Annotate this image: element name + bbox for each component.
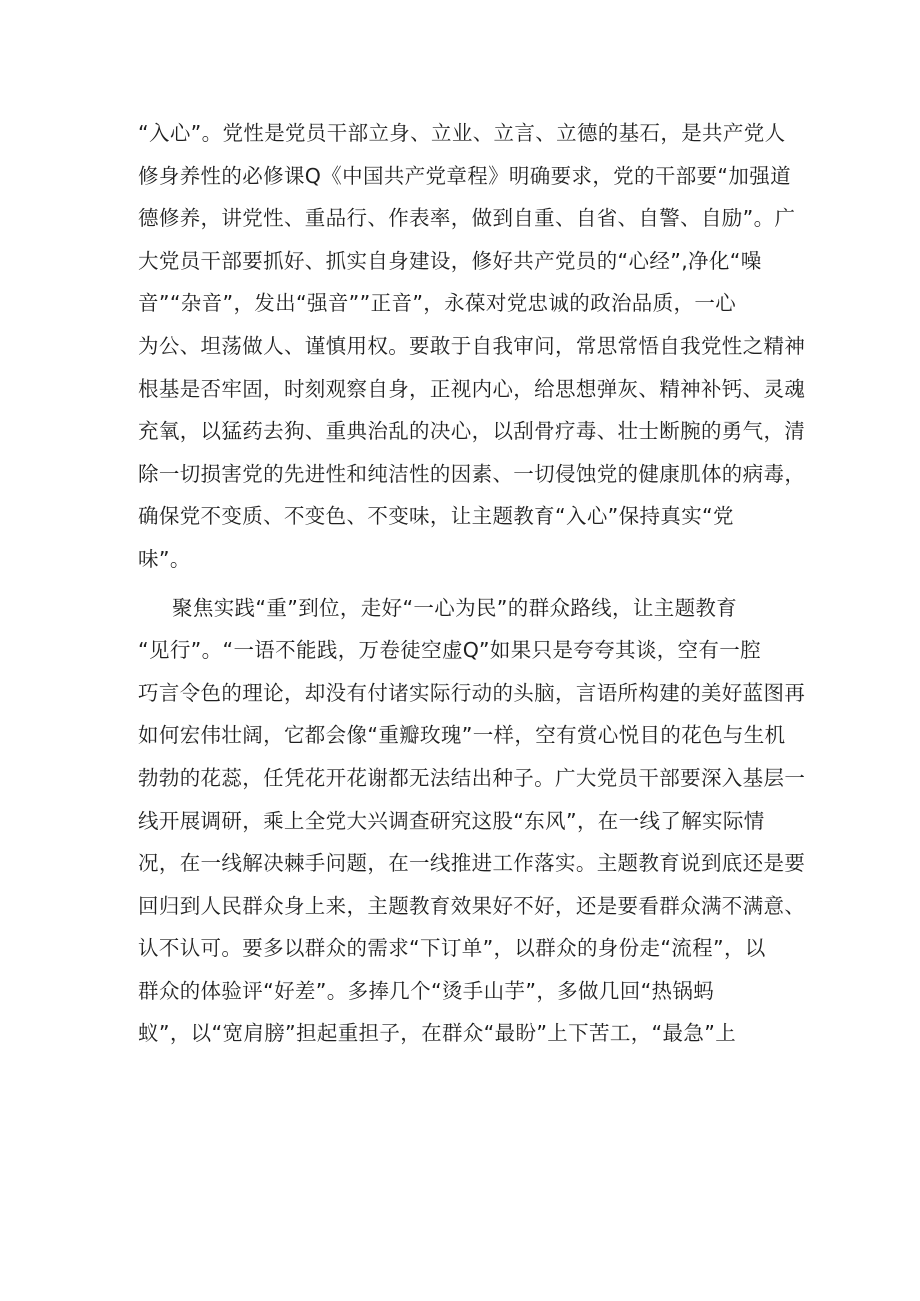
paragraph-line: 为公、坦荡做人、谨慎用权。要敢于自我审问，常思常悟自我党性之精神 [138, 333, 806, 358]
paragraph-line: 大党员干部要抓好、抓实自身建设，修好共产党员的“心经”,净化“噪 [138, 248, 762, 273]
paragraph-line: 修身养性的必修课Q《中国共产党章程》明确要求，党的干部要“加强道 [138, 163, 791, 188]
paragraph-1 [138, 112, 806, 581]
paragraph-line: 德修养，讲党性、重品行、作表率，做到自重、自省、自警、自励”。广 [138, 206, 796, 231]
paragraph-line: 线开展调研，乘上全党大兴调查研究这股“东风”，在一线了解实际情 [138, 808, 765, 833]
paragraph-line: 音”“杂音”，发出“强音””正音”，永葆对党忠诚的政治品质，一心 [138, 291, 737, 316]
paragraph-line: 况，在一线解决棘手问题，在一线推进工作落实。主题教育说到底还是要 [138, 851, 806, 876]
paragraph-line: 味”。 [138, 546, 191, 571]
paragraph-line: 聚焦实践“重”到位，走好“一心为民”的群众路线，让主题教育 [172, 595, 738, 620]
paragraph-line: 根基是否牢固，时刻观察自身，正视内心，给思想弹灰、精神补钙、灵魂 [138, 376, 806, 401]
paragraph-line: 认不认可。要多以群众的需求“下订单”，以群众的身份走“流程”，以 [138, 936, 766, 961]
document-body [138, 112, 806, 1055]
paragraph-line: “入心”。党性是党员干部立身、立业、立言、立德的基石，是共产党人 [138, 121, 786, 145]
paragraph-line: 除一切损害党的先进性和纯洁性的因素、一切侵蚀党的健康肌体的病毒， [138, 461, 806, 486]
paragraph-line: 群众的体验评“好差”。多捧几个“烫手山芋”，多做几回“热锅蚂 [138, 978, 715, 1003]
paragraph-line: 蚁”，以“宽肩膀”担起重担子，在群众“最盼”上下苦工，“最急”上 [138, 1021, 737, 1046]
paragraph-line: 如何宏伟壮阔，它都会像“重瓣玫瑰”一样，空有赏心悦目的花色与生机 [138, 723, 786, 748]
paragraph-line: 确保党不变质、不变色、不变味，让主题教育“入心”保持真实“党 [138, 504, 734, 529]
paragraph-line: 回归到人民群众身上来，主题教育效果好不好，还是要看群众满不满意、 [138, 893, 806, 918]
paragraph-line: “见行”。“一语不能践，万卷徒空虚Q”如果只是夸夸其谈，空有一腔 [138, 638, 761, 663]
paragraph-line: 勃勃的花蕊，任凭花开花谢都无法结出种子。广大党员干部要深入基层一 [138, 765, 806, 790]
paragraph-line: 巧言令色的理论，却没有付诸实际行动的头脑，言语所构建的美好蓝图再 [138, 680, 806, 705]
paragraph-line: 充氧，以猛药去狗、重典治乱的决心，以刮骨疗毒、壮士断腕的勇气，清 [138, 419, 806, 444]
paragraph-2 [138, 587, 806, 1056]
